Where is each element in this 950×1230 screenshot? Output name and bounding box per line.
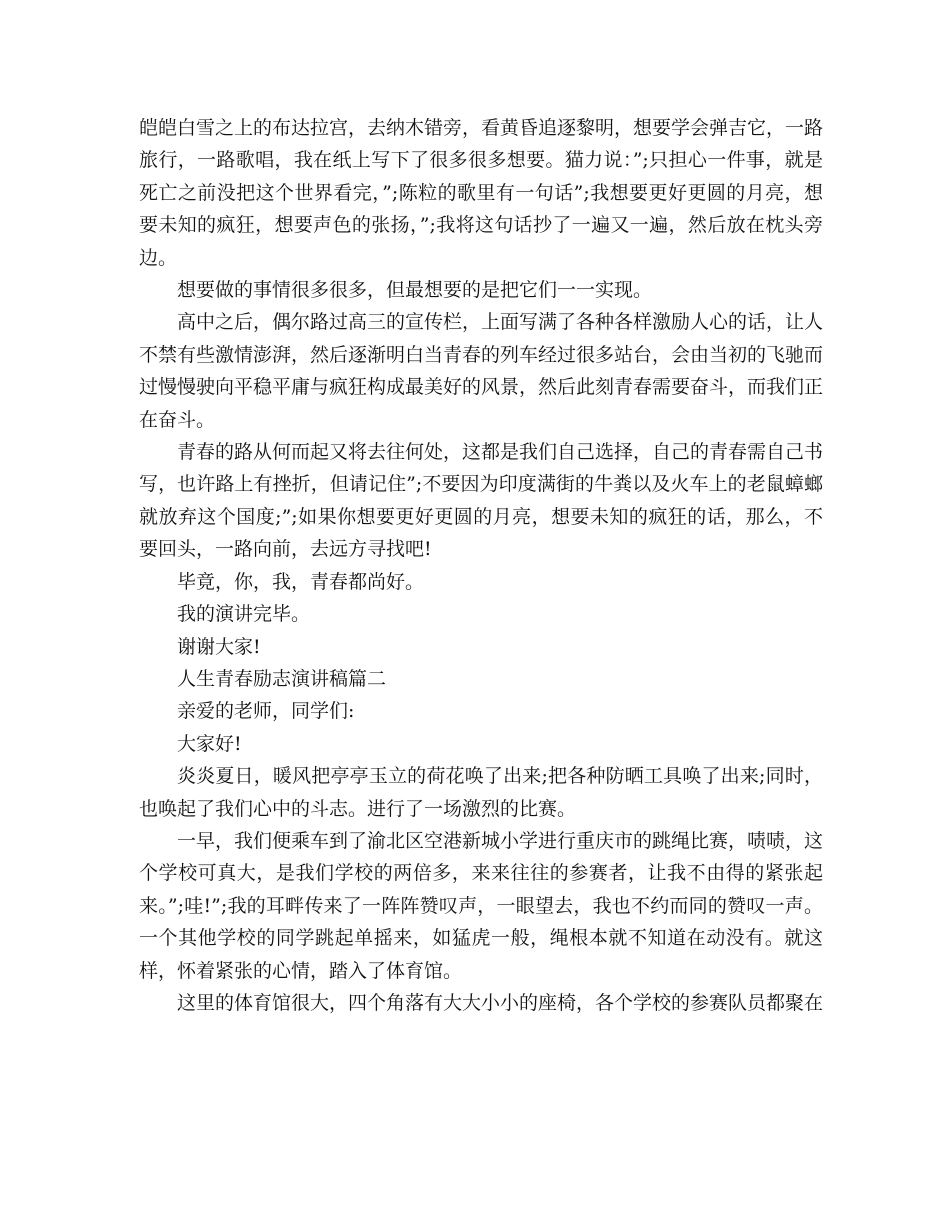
paragraph: 青春的路从何而起又将去往何处，这都是我们自己选择，自己的青春需自己书写，也许路上有挫折，但请记住”;不要因为印度满街的牛粪以及火车上的老鼠蟑螂就放弃这个国度;”;如果你想要更好更圆的月亮，想要未知的疯狂的话，那么，不要回头，一路向前，去远方寻找吧! bbox=[139, 441, 824, 561]
paragraph: 想要做的事情很多很多，但最想要的是把它们一一实现。 bbox=[177, 279, 653, 302]
paragraph: 毕竟，你，我，青春都尚好。 bbox=[177, 570, 425, 593]
greeting: 大家好! bbox=[177, 732, 242, 755]
paragraph: 谢谢大家! bbox=[177, 635, 261, 658]
paragraph-continuation: 皑皑白雪之上的布达拉宫，去纳木错旁，看黄昏追逐黎明，想要学会弹吉它，一路旅行，一路歌唱，我在纸上写下了很多很多想要。猫力说：”;只担心一件事，就是死亡之前没把这个世界看完，”;陈粒的歌里有一句话”;我想要更好更圆的月亮，想要未知的疯狂，想要声色的张扬，”;我将这句话抄了一遍又一遍，然后放在枕头旁边。 bbox=[139, 117, 824, 269]
paragraph-truncated: 这里的体育馆很大，四个角落有大大小小的座椅，各个学校的参赛队员都聚在 bbox=[177, 991, 824, 1014]
document-body bbox=[139, 112, 823, 1019]
salutation: 亲爱的老师，同学们: bbox=[177, 700, 355, 723]
paragraph: 高中之后，偶尔路过高三的宣传栏，上面写满了各种各样激励人心的话，让人不禁有些激情澎湃，然后逐渐明白当青春的列车经过很多站台，会由当初的飞驰而过慢慢驶向平稳平庸与疯狂构成最美好的风景，然后此刻青春需要奋斗，而我们正在奋斗。 bbox=[139, 311, 824, 431]
paragraph: 我的演讲完毕。 bbox=[177, 603, 311, 626]
paragraph: 一早，我们便乘车到了渝北区空港新城小学进行重庆市的跳绳比赛，啧啧，这个学校可真大，是我们学校的两倍多，来来往往的参赛者，让我不由得的紧张起来。”;哇!”;我的耳畔传来了一阵阵赞叹声，一眼望去，我也不约而同的赞叹一声。一个其他学校的同学跳起单摇来，如猛虎一般，绳根本就不知道在动没有。就这样，怀着紧张的心情，踏入了体育馆。 bbox=[139, 829, 824, 982]
paragraph: 炎炎夏日，暖风把亭亭玉立的荷花唤了出来;把各种防晒工具唤了出来;同时，也唤起了我们心中的斗志。进行了一场激烈的比赛。 bbox=[139, 765, 823, 820]
section-heading: 人生青春励志演讲稿篇二 bbox=[177, 667, 387, 690]
